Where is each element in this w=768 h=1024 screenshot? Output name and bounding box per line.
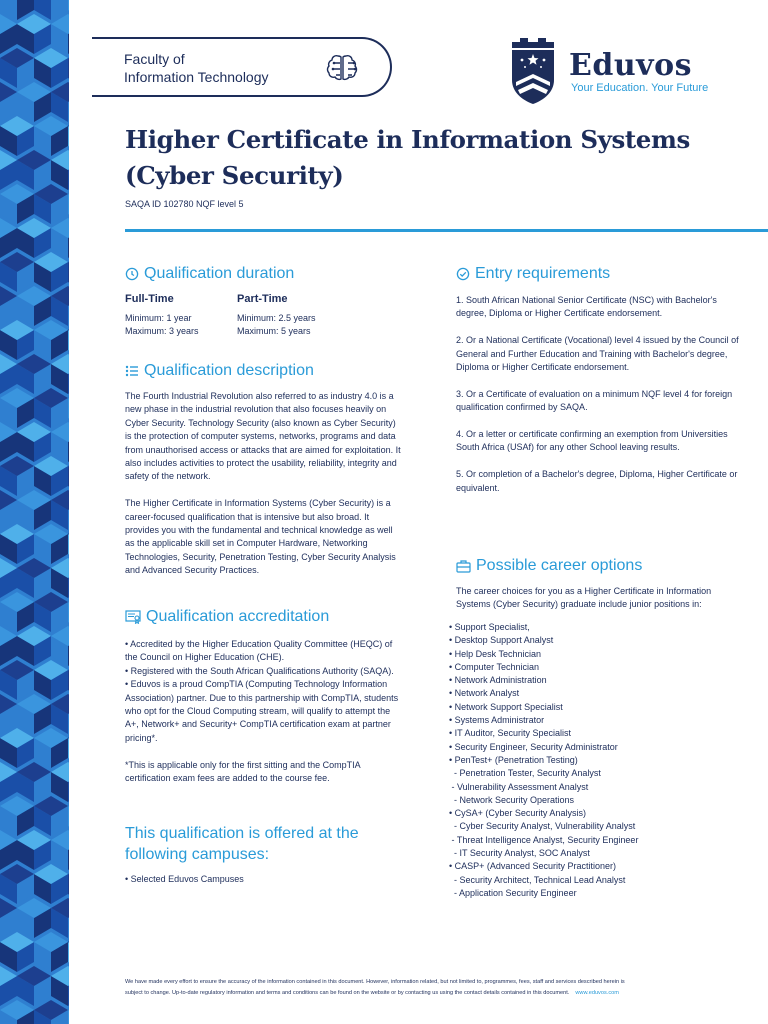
list-item: 3. Or a Certificate of evaluation on a minimum NQF level 4 for foreign qualification confirmed by SAQA.	[456, 388, 733, 413]
list-item: - Security Architect, Technical Lead Analyst	[449, 874, 626, 885]
faculty-banner	[92, 37, 392, 97]
careers-intro: The career choices for you as a Higher Certificate in Information Systems (Cyber Security) graduate include junior positions in:	[456, 586, 712, 610]
list-item: 2. Or a National Certificate (Vocational) level 4 issued by the Council of General and Further Education and Training with Bachelor's degree, Diploma or Higher Certificate endorsement.	[456, 335, 739, 373]
saqa-id: SAQA ID 102780 NQF level 5	[125, 199, 244, 209]
fulltime-min: Minimum: 1 year	[125, 313, 192, 323]
list-item: 4. Or a letter or certificate confirming an exemption from Universities South Africa (USAf) for any other School leaving results.	[456, 429, 728, 453]
campus-item: • Selected Eduvos Campuses	[125, 874, 244, 884]
page-title	[125, 122, 745, 194]
list-item: • CySA+ (Cyber Security Analysis)	[449, 808, 586, 819]
list-item: • Computer Technician	[449, 661, 540, 672]
list-item: • IT Auditor, Security Specialist	[449, 728, 572, 739]
parttime-values	[237, 312, 316, 337]
decorative-side-pattern	[0, 0, 69, 1024]
disclaimer-text: subject to change. Up-to-date regulatory information and terms and conditions can be found on the website or by contacting us using the contact details contained in this document.	[125, 989, 570, 996]
list-item: • Network Administration	[449, 675, 547, 686]
description-heading-text: Qualification description	[144, 362, 314, 379]
list-item: - IT Security Analyst, SOC Analyst	[449, 848, 590, 859]
title-divider	[125, 229, 768, 232]
disclaimer-line-2	[125, 988, 725, 999]
description-heading	[125, 362, 314, 380]
list-item: • Network Support Specialist	[449, 701, 563, 712]
brain-circuit-icon	[324, 50, 364, 86]
disclaimer-line-1: We have made every effort to ensure the accuracy of the information contained in this document. However, information related, but not limited to, programmes, fees, staff and services described herein is	[125, 979, 625, 985]
list-item: 1. South African National Senior Certificate (NSC) with Bachelor's degree, Diploma or Higher Certificate endorsement.	[456, 295, 717, 319]
list-icon	[125, 364, 139, 378]
list-item: - Network Security Operations	[449, 794, 575, 805]
careers-heading	[456, 557, 642, 575]
brand-name: Eduvos	[569, 48, 692, 83]
entry-heading	[456, 265, 610, 283]
accreditation-heqc: • Accredited by the Higher Education Quality Committee (HEQC) of the Council on Higher Education (CHE).	[125, 639, 393, 663]
duration-heading-text: Qualification duration	[144, 265, 295, 282]
brand-tagline: Your Education. Your Future	[571, 82, 709, 94]
faculty-line-1: Faculty of	[124, 51, 185, 67]
disclaimer-footer	[125, 977, 725, 998]
fulltime-values	[125, 312, 199, 337]
accreditation-note: *This is applicable only for the first sitting and the CompTIA certification exam fees are added to the course fee.	[125, 759, 361, 784]
list-item: - Cyber Security Analyst, Vulnerability Analyst	[449, 821, 636, 832]
list-item: • PenTest+ (Penetration Testing)	[449, 754, 578, 765]
fulltime-label: Full-Time	[125, 293, 174, 305]
faculty-name	[124, 50, 269, 86]
accreditation-heading	[125, 608, 329, 626]
check-circle-icon	[456, 267, 470, 281]
campuses-heading: This qualification is offered at the following campuses:	[125, 825, 359, 863]
careers-heading-text: Possible career options	[476, 557, 643, 574]
website-link[interactable]: www.eduvos.com	[575, 989, 619, 996]
certificate-icon	[125, 610, 141, 624]
accreditation-body	[125, 638, 400, 785]
accreditation-comptia: • Eduvos is a proud CompTIA (Computing Technology Information Association) partner. Due to this partnership with CompTIA, students who opt for the Cloud Computing stream, will qualify to attempt the A+, Network+ and Security+ CompTIA certification exam at partner pricing*.	[125, 679, 399, 743]
list-item: • Network Analyst	[449, 688, 520, 699]
parttime-label: Part-Time	[237, 293, 288, 305]
entry-requirements-list	[456, 294, 741, 508]
faculty-line-2: Information Technology	[124, 69, 269, 85]
accreditation-saqa: • Registered with the South African Qualifications Authority (SAQA).	[125, 665, 394, 676]
list-item: • Security Engineer, Security Administrator	[449, 741, 618, 752]
description-paragraph-1: The Fourth Industrial Revolution also referred to as industry 4.0 is a new phase in the industrial revolution that also focuses heavily on Cyber Security. Technology Security (also known as Cyber Security) is the protection of computer systems, networks, programs and data from unauthorised access or attacks that are aimed for exploitation. It also includes activities to protect the usability, reliability, integrity and safety of the network.	[125, 391, 401, 482]
list-item: • Systems Administrator	[449, 715, 545, 726]
list-item: 5. Or completion of a Bachelor's degree, Diploma, Higher Certificate or equivalent.	[456, 469, 738, 493]
clock-icon	[125, 267, 139, 281]
accreditation-heading-text: Qualification accreditation	[146, 608, 330, 625]
career-options-list	[449, 621, 638, 900]
title-line-2: (Cyber Security)	[125, 161, 344, 190]
parttime-max: Maximum: 5 years	[237, 325, 311, 336]
briefcase-icon	[456, 559, 471, 573]
list-item: • Support Specialist,	[449, 622, 530, 632]
entry-heading-text: Entry requirements	[475, 265, 611, 282]
fulltime-max: Maximum: 3 years	[125, 325, 199, 336]
list-item: • Desktop Support Analyst	[449, 635, 554, 646]
list-item: - Application Security Engineer	[449, 887, 577, 898]
shield-logo-icon	[508, 36, 558, 106]
parttime-min: Minimum: 2.5 years	[237, 313, 316, 323]
list-item: • Help Desk Technician	[449, 648, 542, 659]
list-item: • CASP+ (Advanced Security Practitioner)	[449, 861, 616, 872]
duration-heading	[125, 265, 294, 283]
list-item: - Penetration Tester, Security Analyst	[449, 768, 601, 779]
description-body	[125, 390, 403, 578]
list-item: - Vulnerability Assessment Analyst	[449, 781, 589, 792]
title-line-1: Higher Certificate in Information Systems	[125, 125, 690, 154]
list-item: - Threat Intelligence Analyst, Security Engineer	[449, 834, 639, 845]
description-paragraph-2: The Higher Certificate in Information Systems (Cyber Security) is a career-focused qualification that is intensive but also broad. It provides you with the fundamental and technical knowledge as well as the applicable skill set in Computer Hardware, Networking Technologies, Security, Penetration Testing, Cyber Security Analysis and Advanced Security Practices.	[125, 498, 396, 576]
